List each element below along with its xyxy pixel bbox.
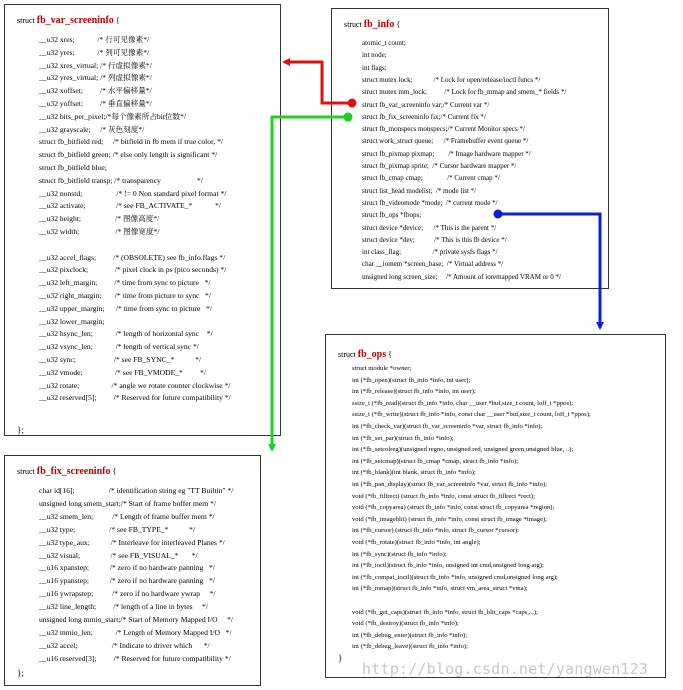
code-line: struct device *dev; /* This is this fb device */ <box>362 235 507 244</box>
code-line: __u32 sync; /* see FB_SYNC_* */ <box>39 355 202 364</box>
code-line: __u32 width; /* 图像宽度*/ <box>39 227 160 236</box>
code-line: int (*fb_debug_leave)(struct fb_info *info); <box>352 643 468 651</box>
code-line: __u16 ywrapstep; /* zero if no hardware ywrap */ <box>39 589 216 599</box>
fb-ops-title: struct fb_ops { <box>338 349 392 360</box>
code-line: ssize_t (*fb_write)(struct fb_info *info, const char __user *buf,size_t count, loff_t *ppos); <box>352 411 591 419</box>
code-line: struct list_head modelist; /* mode list */ <box>362 186 477 195</box>
code-line: __u32 rotate; /* angle we rotate counter clockwise */ <box>39 380 231 390</box>
code-line: void (*fb_imageblit) (struct fb_info *info, const struct fb_image *image); <box>352 515 548 523</box>
code-line: int (*fb_release)(struct fb_info *info, int user); <box>352 388 476 396</box>
code-line: __u32 accel; /* Indicate to driver which */ <box>39 640 210 650</box>
code-line: struct device *device; /* This is the parent */ <box>362 223 497 232</box>
code-line: struct fb_cmap cmap; /* Current cmap */ <box>362 174 500 183</box>
code-line: __u32 line_length; /* length of a line in bytes */ <box>39 602 208 612</box>
fb-ops-close: } <box>338 653 343 663</box>
code-line: int (*fb_check_var)(struct fb_var_screeninfo *var, struct fb_info *info); <box>352 423 543 430</box>
var-screeninfo-title: struct fb_var_screeninfo { <box>17 15 120 26</box>
code-line: int (*fb_pan_display)(struct fb_var_screeninfo *var, struct fb_info *info); <box>352 481 548 488</box>
code-line: int (*fb_setcmap)(struct fb_cmap *cmap, struct fb_info *info); <box>352 457 519 465</box>
code-line: __u32 accel_flags; /* (OBSOLETE) see fb_info.flags */ <box>39 252 226 262</box>
code-line: struct fb_monspecs monspecs;/* Current Monitor specs */ <box>362 125 525 134</box>
code-line: __u32 type_aux; /* Interleave for interleaved Planes */ <box>39 537 225 547</box>
code-line: __u32 xres; /* 行可见像素*/ <box>39 35 150 44</box>
code-line: __u32 xres_virtual; /* 行虚拟像素*/ <box>39 60 152 70</box>
code-line: __u32 upper_margin; /* time from sync to picture */ <box>39 303 213 313</box>
code-line: void (*fb_destroy)(struct fb_info *info); <box>352 620 459 628</box>
code-line: int (*fb_sync)(struct fb_info *info); <box>352 550 447 558</box>
fb-ops-box <box>325 334 666 678</box>
code-line: unsigned long screen_size; /* Amount of ioremapped VRAM or 0 */ <box>362 272 561 281</box>
code-line: struct work_struct queue; /* Framebuffer event queue */ <box>362 137 529 146</box>
code-line: struct fb_bitfield blue; <box>39 163 107 172</box>
code-line: struct fb_bitfield transp; /* transparency */ <box>39 175 203 185</box>
code-line: int (*fb_open)(struct fb_info *info, int user); <box>352 376 471 384</box>
code-line: struct fb_videomode *mode; /* current mode */ <box>362 198 498 207</box>
var-screeninfo-close: }; <box>17 425 24 435</box>
code-line: ssize_t (*fb_read)(struct fb_info *info, char __user *buf,size_t count, loff_t *ppos); <box>352 399 574 407</box>
code-line: void (*fb_rotate)(struct fb_info *info, int angle); <box>352 539 481 546</box>
code-line: struct fb_bitfield green; /* else only length is significant */ <box>39 150 218 160</box>
code-line: __u32 nonstd; /* != 0 Non standard pixel format */ <box>39 188 227 198</box>
code-line: unsigned long mmio_start;/* Start of Memory Mapped I/O */ <box>39 615 234 624</box>
code-line: struct mutex lock; /* Lock for open/release/ioctl funcs */ <box>362 75 541 84</box>
code-line: atomic_t count; <box>362 39 406 47</box>
code-line: __u32 visual; /* see FB_VISUAL_* */ <box>39 550 198 560</box>
code-line: void (*fb_fillrect) (struct fb_info *info, const struct fb_fillrect *rect); <box>352 492 535 500</box>
code-line: void (*fb_get_caps)(struct fb_info *info, struct fb_blit_caps *caps,...); <box>352 608 538 616</box>
code-line: __u32 left_margin; /* time from sync to picture */ <box>39 278 211 288</box>
code-line: int (*fb_mmap)(struct fb_info *info, struct vm_area_struct *vma); <box>352 585 528 593</box>
code-line: __u32 yoffset; /* 垂直偏移量*/ <box>39 99 152 108</box>
code-line: struct fb_var_screeninfo var;/* Current var */ <box>362 100 490 109</box>
code-line: __u32 hsync_len; /* length of horizontal sync */ <box>39 329 213 339</box>
var-screeninfo-box <box>4 4 281 436</box>
code-line: __u32 type; /* see FB_TYPE_* */ <box>39 524 196 534</box>
code-line: int (*fb_compat_ioctl)(struct fb_info *info, unsigned cmd,unsigned long arg); <box>352 573 558 581</box>
code-line: struct fb_pixmap pixmap; /* Image hardware mapper */ <box>362 149 531 158</box>
code-line: char id[16]; /* identification string eg "TT Builtin" */ <box>39 486 234 495</box>
fb-info-box <box>331 8 609 289</box>
code-line: int (*fb_set_par)(struct fb_info *info); <box>352 434 454 442</box>
code-line: __u32 yres; /* 列可见像素*/ <box>39 47 150 57</box>
code-line: struct fb_bitfield red; /* bitfield in fb mem if true color, */ <box>39 137 224 147</box>
fix-screeninfo-title: struct fb_fix_screeninfo { <box>17 466 117 477</box>
code-line: __u32 activate; /* see FB_ACTIVATE_* */ <box>39 201 221 211</box>
code-line: int (*fb_blank)(int blank, struct fb_info *info); <box>352 469 476 477</box>
code-line: unsigned long smem_start;/* Start of frame buffer mem */ <box>39 498 217 508</box>
code-line: __u32 xoffset; /* 水平偏移量*/ <box>39 86 152 96</box>
code-line: int node; <box>362 51 387 60</box>
code-line: int flags; <box>362 63 387 72</box>
fix-screeninfo-close: }; <box>17 668 24 678</box>
code-line: __u32 bits_per_pixel;/*每个像素所占bit位数*/ <box>39 111 187 121</box>
code-line: __u16 xpanstep; /* zero if no hardware panning */ <box>39 563 215 573</box>
code-line: __u32 yres_virtual; /* 列虚拟像素*/ <box>39 73 152 83</box>
code-line: __u16 ypanstep; /* zero if no hardware panning */ <box>39 576 215 586</box>
code-line: struct mutex mm_lock; /* Lock for fb_mmap and smem_* fields */ <box>362 88 567 97</box>
code-line: __u32 pixclock; /* pixel clock in ps (pico seconds) */ <box>39 265 227 275</box>
code-line: __u32 grayscale; /* 灰色刻度*/ <box>39 124 145 134</box>
code-line: __u32 lower_margin; <box>39 316 105 326</box>
code-line: int (*fb_setcolreg)(unsigned regno, unsigned red, unsigned green,unsigned blue, ..); <box>352 446 574 454</box>
code-line: void (*fb_copyarea) (struct fb_info *info, const struct fb_copyarea *region); <box>352 504 555 512</box>
code-line: __u32 right_margin; /* time from picture to sync */ <box>39 291 211 300</box>
code-line: struct fb_ops *fbops; <box>362 211 422 220</box>
code-line: char __iomem *screen_base; /* Virtual address */ <box>362 260 504 269</box>
fix-screeninfo-box <box>4 455 261 686</box>
code-line: int (*fb_debug_enter)(struct fb_info *info); <box>352 631 468 639</box>
code-line: __u32 height; /* 图像高度*/ <box>39 214 160 224</box>
code-line: int (*fb_ioctl)(struct fb_info *info, unsigned int cmd,unsigned long arg); <box>352 562 544 570</box>
code-line: struct module *owner; <box>352 365 412 372</box>
code-line: __u32 vsync_len; /* length of vertical sync */ <box>39 342 199 352</box>
code-line: struct fb_pixmap sprite; /* Cursor hardware mapper */ <box>362 162 517 170</box>
code-line: int (*fb_cursor) (struct fb_info *info, struct fb_cursor *cursor); <box>352 527 519 535</box>
code-line: __u32 mmio_len; /* Length of Memory Mapped I/O */ <box>39 627 232 637</box>
watermark: http://blog.csdn.net/yangwen123 <box>362 660 649 678</box>
code-line: __u32 vmode; /* see FB_VMODE_* */ <box>39 367 206 377</box>
code-line: __u16 reserved[3]; /* Reserved for future compatibility */ <box>39 653 231 663</box>
code-line: __u32 smem_len; /* Length of frame buffer mem */ <box>39 511 215 521</box>
fb-info-title: struct fb_info { <box>344 19 401 30</box>
code-line: __u32 reserved[5]; /* Reserved for future compatibility */ <box>39 393 231 403</box>
code-line: int class_flag; /* private sysfs flags */ <box>362 248 498 257</box>
code-line: struct fb_fix_screeninfo fix;/* Current fix */ <box>362 112 486 121</box>
